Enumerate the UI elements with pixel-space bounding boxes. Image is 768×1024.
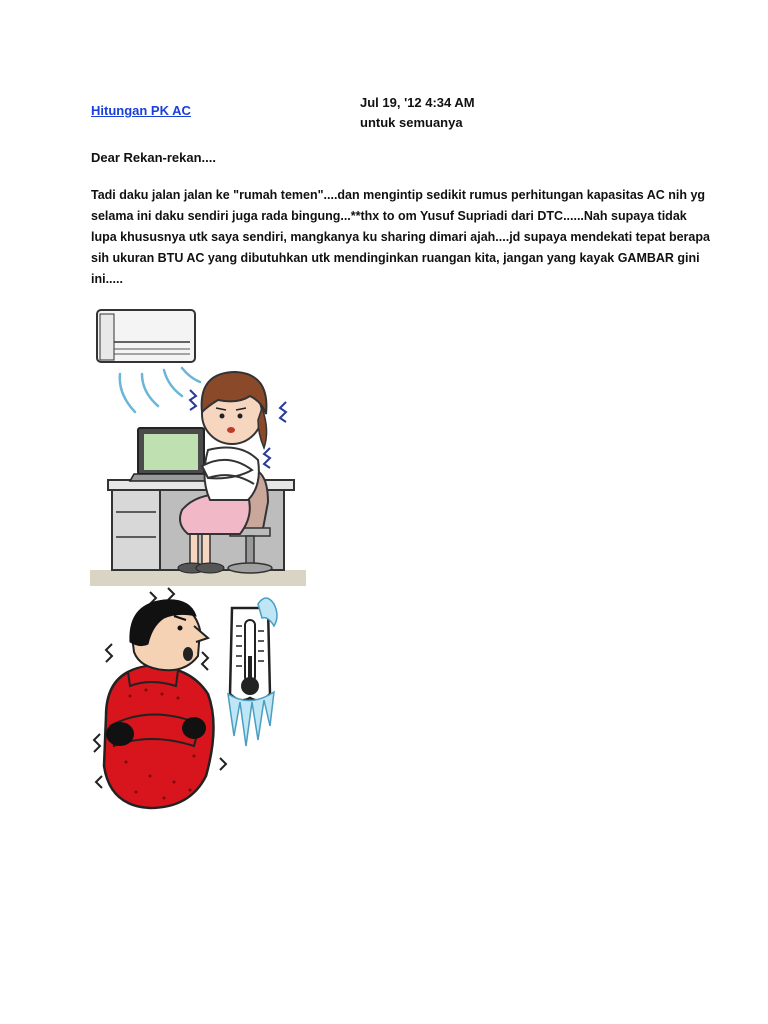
cold-air-icon bbox=[120, 368, 200, 412]
post-meta bbox=[360, 93, 475, 133]
body-line: Tadi daku jalan jalan ke "rumah temen"....dan mengintip sedikit rumus perhitungan kapasitas AC nih yg bbox=[91, 188, 706, 202]
cold-office-woman-illustration bbox=[90, 302, 306, 586]
post-date: Jul 19, '12 4:34 AM bbox=[360, 95, 475, 110]
body-paragraph bbox=[91, 185, 710, 290]
man-head bbox=[130, 600, 208, 670]
body-line: ini..... bbox=[91, 272, 123, 286]
body-line: lupa khususnya utk saya sendiri, mangkanya ku sharing dimari ajah....jd supaya mendekati tepat berapa bbox=[91, 230, 710, 244]
post-title-link[interactable]: Hitungan PK AC bbox=[91, 103, 191, 118]
glove-left-icon bbox=[106, 722, 134, 746]
thermometer-icon bbox=[228, 598, 277, 746]
air-conditioner-icon bbox=[97, 310, 195, 362]
freezing-man-thermometer-illustration bbox=[90, 586, 280, 816]
body-line: sih ukuran BTU AC yang dibutuhkan utk mendinginkan ruangan kita, jangan yang kayak GAMBAR gini bbox=[91, 251, 700, 265]
body-line: selama ini daku sendiri juga rada bingung...**thx to om Yusuf Supriadi dari DTC......Nah supaya tidak bbox=[91, 209, 687, 223]
glove-right-icon bbox=[182, 717, 206, 739]
post-audience: untuk semuanya bbox=[360, 115, 463, 130]
icicles-icon bbox=[228, 692, 274, 746]
greeting: Dear Rekan-rekan.... bbox=[91, 150, 217, 165]
